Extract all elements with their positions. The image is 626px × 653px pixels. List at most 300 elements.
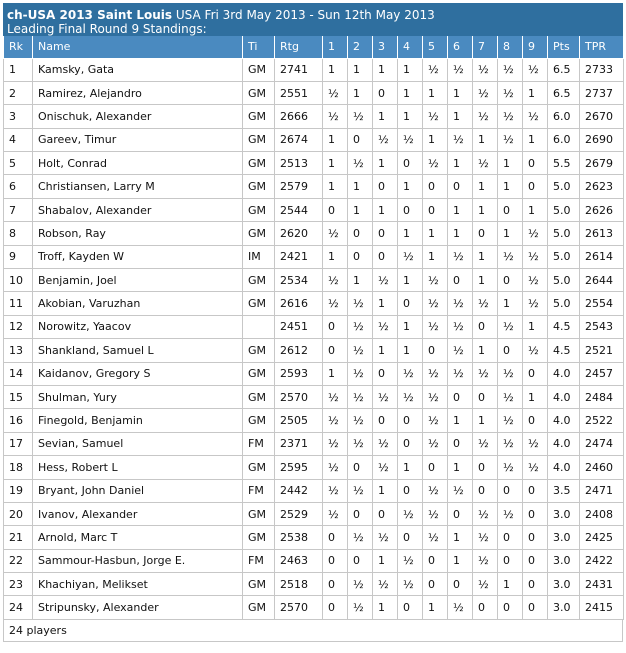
round-4-cell: ½	[398, 385, 423, 408]
rating-cell: 2595	[275, 456, 323, 479]
round-8-cell: ½	[498, 245, 523, 268]
round-4-cell: 0	[398, 409, 423, 432]
round-7-cell: 1	[473, 128, 498, 151]
round-5-cell: 0	[423, 198, 448, 221]
points-cell: 3.0	[548, 573, 580, 596]
round-4-cell: ½	[398, 128, 423, 151]
title-cell: GM	[243, 222, 275, 245]
round-6-cell: 1	[448, 409, 473, 432]
rating-cell: 2513	[275, 152, 323, 175]
round-8-cell: ½	[498, 105, 523, 128]
table-row	[4, 409, 624, 432]
round-4-cell: ½	[398, 502, 423, 525]
round-8-cell: ½	[498, 432, 523, 455]
points-cell: 5.0	[548, 222, 580, 245]
round-4-cell: ½	[398, 573, 423, 596]
round-3-cell: 0	[373, 502, 398, 525]
round-7-cell: ½	[473, 292, 498, 315]
round-6-cell: ½	[448, 245, 473, 268]
round-2-cell: ½	[348, 362, 373, 385]
round-1-cell: ½	[323, 269, 348, 292]
player-name-cell: Shabalov, Alexander	[33, 198, 243, 221]
round-7-cell: 1	[473, 339, 498, 362]
round-7-cell: ½	[473, 549, 498, 572]
table-row	[4, 573, 624, 596]
points-cell: 4.0	[548, 409, 580, 432]
round-1-cell: ½	[323, 105, 348, 128]
round-9-cell: 0	[523, 596, 548, 619]
round-3-cell: 0	[373, 222, 398, 245]
points-cell: 3.0	[548, 549, 580, 572]
col-round-7-header: 7	[473, 36, 498, 58]
title-cell: GM	[243, 128, 275, 151]
rank-cell: 19	[4, 479, 33, 502]
round-3-cell: 1	[373, 105, 398, 128]
rating-cell: 2371	[275, 432, 323, 455]
rank-cell: 3	[4, 105, 33, 128]
round-5-cell: ½	[423, 362, 448, 385]
rank-cell: 17	[4, 432, 33, 455]
title-cell: GM	[243, 526, 275, 549]
player-name-cell: Norowitz, Yaacov	[33, 315, 243, 338]
rating-cell: 2620	[275, 222, 323, 245]
round-7-cell: 0	[473, 315, 498, 338]
table-row	[4, 315, 624, 338]
rating-cell: 2451	[275, 315, 323, 338]
col-round-2-header: 2	[348, 36, 373, 58]
points-cell: 4.0	[548, 432, 580, 455]
rating-cell: 2570	[275, 385, 323, 408]
round-9-cell: ½	[523, 269, 548, 292]
round-9-cell: 1	[523, 315, 548, 338]
tpr-cell: 2670	[580, 105, 624, 128]
rank-cell: 20	[4, 502, 33, 525]
tpr-cell: 2484	[580, 385, 624, 408]
round-6-cell: 1	[448, 152, 473, 175]
tpr-cell: 2460	[580, 456, 624, 479]
round-5-cell: ½	[423, 269, 448, 292]
round-2-cell: ½	[348, 573, 373, 596]
col-round-6-header: 6	[448, 36, 473, 58]
round-8-cell: 0	[498, 596, 523, 619]
round-9-cell: ½	[523, 58, 548, 81]
round-9-cell: ½	[523, 456, 548, 479]
col-rank-header: Rk	[4, 36, 33, 58]
col-round-1-header: 1	[323, 36, 348, 58]
round-9-cell: 1	[523, 81, 548, 104]
player-name-cell: Arnold, Marc T	[33, 526, 243, 549]
rank-cell: 6	[4, 175, 33, 198]
round-5-cell: 1	[423, 128, 448, 151]
points-cell: 3.0	[548, 596, 580, 619]
round-2-cell: ½	[348, 152, 373, 175]
round-8-cell: 0	[498, 549, 523, 572]
title-cell: GM	[243, 456, 275, 479]
rank-cell: 23	[4, 573, 33, 596]
title-line	[7, 8, 619, 22]
round-2-cell: 1	[348, 81, 373, 104]
table-row	[4, 269, 624, 292]
round-8-cell: ½	[498, 502, 523, 525]
table-row	[4, 456, 624, 479]
round-8-cell: ½	[498, 128, 523, 151]
round-9-cell: 0	[523, 362, 548, 385]
round-5-cell: 0	[423, 456, 448, 479]
rank-cell: 7	[4, 198, 33, 221]
rank-cell: 9	[4, 245, 33, 268]
title-cell: IM	[243, 245, 275, 268]
round-3-cell: ½	[373, 315, 398, 338]
rating-cell: 2463	[275, 549, 323, 572]
round-4-cell: 0	[398, 152, 423, 175]
round-2-cell: 1	[348, 198, 373, 221]
player-name-cell: Hess, Robert L	[33, 456, 243, 479]
round-8-cell: ½	[498, 81, 523, 104]
table-row	[4, 105, 624, 128]
round-5-cell: ½	[423, 479, 448, 502]
player-name-cell: Finegold, Benjamin	[33, 409, 243, 432]
round-1-cell: 1	[323, 128, 348, 151]
round-9-cell: 0	[523, 573, 548, 596]
rank-cell: 5	[4, 152, 33, 175]
round-1-cell: ½	[323, 502, 348, 525]
title-cell: GM	[243, 385, 275, 408]
rating-cell: 2579	[275, 175, 323, 198]
round-2-cell: ½	[348, 526, 373, 549]
round-1-cell: 0	[323, 198, 348, 221]
round-9-cell: ½	[523, 292, 548, 315]
points-cell: 4.0	[548, 456, 580, 479]
round-9-cell: ½	[523, 222, 548, 245]
round-6-cell: 1	[448, 526, 473, 549]
player-name-cell: Benjamin, Joel	[33, 269, 243, 292]
col-rating-header: Rtg	[275, 36, 323, 58]
round-3-cell: 1	[373, 58, 398, 81]
table-row	[4, 596, 624, 619]
round-1-cell: 0	[323, 596, 348, 619]
round-8-cell: 0	[498, 198, 523, 221]
player-name-cell: Ivanov, Alexander	[33, 502, 243, 525]
tpr-cell: 2408	[580, 502, 624, 525]
col-title-header: Ti	[243, 36, 275, 58]
points-cell: 6.5	[548, 81, 580, 104]
rating-cell: 2518	[275, 573, 323, 596]
round-2-cell: ½	[348, 385, 373, 408]
round-8-cell: 0	[498, 339, 523, 362]
event-title: ch-USA 2013 Saint Louis	[7, 8, 173, 22]
round-8-cell: ½	[498, 362, 523, 385]
table-row	[4, 479, 624, 502]
rank-cell: 21	[4, 526, 33, 549]
round-9-cell: ½	[523, 339, 548, 362]
player-name-cell: Christiansen, Larry M	[33, 175, 243, 198]
player-name-cell: Khachiyan, Melikset	[33, 573, 243, 596]
round-4-cell: 1	[398, 456, 423, 479]
points-cell: 5.0	[548, 292, 580, 315]
title-cell: FM	[243, 549, 275, 572]
round-1-cell: ½	[323, 409, 348, 432]
round-8-cell: 1	[498, 222, 523, 245]
rank-cell: 14	[4, 362, 33, 385]
round-1-cell: ½	[323, 479, 348, 502]
player-name-cell: Shulman, Yury	[33, 385, 243, 408]
points-cell: 5.0	[548, 245, 580, 268]
round-1-cell: 1	[323, 152, 348, 175]
round-7-cell: 0	[473, 456, 498, 479]
round-1-cell: 1	[323, 245, 348, 268]
round-1-cell: 0	[323, 315, 348, 338]
rating-cell: 2674	[275, 128, 323, 151]
tpr-cell: 2690	[580, 128, 624, 151]
tpr-cell: 2623	[580, 175, 624, 198]
table-row	[4, 245, 624, 268]
col-tpr-header: TPR	[580, 36, 624, 58]
col-round-9-header: 9	[523, 36, 548, 58]
round-6-cell: 0	[448, 432, 473, 455]
title-cell: GM	[243, 198, 275, 221]
tpr-cell: 2644	[580, 269, 624, 292]
round-1-cell: ½	[323, 432, 348, 455]
round-3-cell: 1	[373, 339, 398, 362]
round-6-cell: ½	[448, 128, 473, 151]
table-row	[4, 81, 624, 104]
player-name-cell: Holt, Conrad	[33, 152, 243, 175]
round-6-cell: 0	[448, 385, 473, 408]
standings-body	[4, 58, 624, 619]
round-2-cell: 1	[348, 175, 373, 198]
round-2-cell: ½	[348, 409, 373, 432]
title-cell: GM	[243, 596, 275, 619]
table-row	[4, 58, 624, 81]
event-details: USA Fri 3rd May 2013 - Sun 12th May 2013	[172, 8, 435, 22]
round-5-cell: ½	[423, 432, 448, 455]
table-row	[4, 198, 624, 221]
round-3-cell: 1	[373, 292, 398, 315]
round-3-cell: ½	[373, 385, 398, 408]
round-4-cell: 0	[398, 432, 423, 455]
round-1-cell: 1	[323, 175, 348, 198]
round-7-cell: ½	[473, 526, 498, 549]
player-count: 24 players	[3, 620, 623, 642]
round-5-cell: 1	[423, 81, 448, 104]
round-6-cell: ½	[448, 479, 473, 502]
round-8-cell: 1	[498, 175, 523, 198]
round-8-cell: ½	[498, 385, 523, 408]
tpr-cell: 2422	[580, 549, 624, 572]
round-6-cell: 0	[448, 175, 473, 198]
rating-cell: 2612	[275, 339, 323, 362]
player-name-cell: Sevian, Samuel	[33, 432, 243, 455]
title-cell: GM	[243, 269, 275, 292]
tpr-cell: 2614	[580, 245, 624, 268]
rating-cell: 2529	[275, 502, 323, 525]
points-cell: 6.0	[548, 105, 580, 128]
rating-cell: 2551	[275, 81, 323, 104]
tpr-cell: 2521	[580, 339, 624, 362]
round-7-cell: 1	[473, 409, 498, 432]
round-8-cell: ½	[498, 409, 523, 432]
round-4-cell: 1	[398, 222, 423, 245]
round-8-cell: 1	[498, 573, 523, 596]
title-cell: GM	[243, 105, 275, 128]
round-1-cell: 1	[323, 362, 348, 385]
tpr-cell: 2471	[580, 479, 624, 502]
round-8-cell: ½	[498, 58, 523, 81]
round-9-cell: 1	[523, 128, 548, 151]
round-5-cell: 0	[423, 175, 448, 198]
round-3-cell: 1	[373, 549, 398, 572]
round-8-cell: 1	[498, 292, 523, 315]
tpr-cell: 2543	[580, 315, 624, 338]
round-8-cell: ½	[498, 456, 523, 479]
player-name-cell: Troff, Kayden W	[33, 245, 243, 268]
round-9-cell: 1	[523, 385, 548, 408]
player-name-cell: Robson, Ray	[33, 222, 243, 245]
rating-cell: 2544	[275, 198, 323, 221]
round-3-cell: ½	[373, 573, 398, 596]
round-4-cell: ½	[398, 245, 423, 268]
round-9-cell: 0	[523, 409, 548, 432]
round-8-cell: ½	[498, 315, 523, 338]
table-row	[4, 292, 624, 315]
round-4-cell: 1	[398, 339, 423, 362]
round-7-cell: ½	[473, 105, 498, 128]
round-6-cell: ½	[448, 362, 473, 385]
round-2-cell: ½	[348, 292, 373, 315]
tpr-cell: 2737	[580, 81, 624, 104]
rank-cell: 11	[4, 292, 33, 315]
title-cell: GM	[243, 362, 275, 385]
round-2-cell: 0	[348, 245, 373, 268]
round-6-cell: 0	[448, 573, 473, 596]
round-9-cell: 0	[523, 549, 548, 572]
title-cell: GM	[243, 152, 275, 175]
round-2-cell: ½	[348, 315, 373, 338]
round-4-cell: 1	[398, 269, 423, 292]
points-cell: 3.0	[548, 526, 580, 549]
rating-cell: 2442	[275, 479, 323, 502]
round-4-cell: ½	[398, 362, 423, 385]
player-name-cell: Gareev, Timur	[33, 128, 243, 151]
title-cell	[243, 315, 275, 338]
tpr-cell: 2415	[580, 596, 624, 619]
rating-cell: 2505	[275, 409, 323, 432]
points-cell: 3.0	[548, 502, 580, 525]
round-9-cell: 0	[523, 502, 548, 525]
title-cell: GM	[243, 81, 275, 104]
table-row	[4, 339, 624, 362]
round-6-cell: ½	[448, 339, 473, 362]
round-6-cell: 1	[448, 105, 473, 128]
round-2-cell: 1	[348, 269, 373, 292]
title-cell: GM	[243, 175, 275, 198]
standings-panel	[3, 3, 623, 642]
points-cell: 4.0	[548, 362, 580, 385]
title-cell: GM	[243, 502, 275, 525]
round-3-cell: 0	[373, 245, 398, 268]
tpr-cell: 2431	[580, 573, 624, 596]
round-1-cell: 0	[323, 339, 348, 362]
tpr-cell: 2474	[580, 432, 624, 455]
round-3-cell: 1	[373, 152, 398, 175]
round-5-cell: 1	[423, 222, 448, 245]
round-5-cell: ½	[423, 105, 448, 128]
rating-cell: 2534	[275, 269, 323, 292]
title-cell: FM	[243, 432, 275, 455]
player-name-cell: Stripunsky, Alexander	[33, 596, 243, 619]
round-7-cell: 1	[473, 269, 498, 292]
round-2-cell: ½	[348, 596, 373, 619]
round-9-cell: 0	[523, 152, 548, 175]
round-2-cell: ½	[348, 105, 373, 128]
title-cell: GM	[243, 409, 275, 432]
round-5-cell: 1	[423, 245, 448, 268]
title-cell: GM	[243, 58, 275, 81]
round-8-cell: 1	[498, 152, 523, 175]
round-6-cell: 1	[448, 549, 473, 572]
round-2-cell: 0	[348, 222, 373, 245]
tpr-cell: 2733	[580, 58, 624, 81]
round-9-cell: ½	[523, 432, 548, 455]
round-4-cell: 0	[398, 526, 423, 549]
player-name-cell: Akobian, Varuzhan	[33, 292, 243, 315]
round-9-cell: 0	[523, 175, 548, 198]
title-cell: FM	[243, 479, 275, 502]
player-name-cell: Onischuk, Alexander	[33, 105, 243, 128]
tpr-cell: 2554	[580, 292, 624, 315]
rank-cell: 22	[4, 549, 33, 572]
rating-cell: 2666	[275, 105, 323, 128]
round-4-cell: 0	[398, 479, 423, 502]
round-5-cell: ½	[423, 152, 448, 175]
tpr-cell: 2679	[580, 152, 624, 175]
round-3-cell: 1	[373, 479, 398, 502]
points-cell: 5.5	[548, 152, 580, 175]
round-6-cell: ½	[448, 58, 473, 81]
round-1-cell: 0	[323, 549, 348, 572]
round-3-cell: ½	[373, 128, 398, 151]
round-3-cell: 1	[373, 198, 398, 221]
table-row	[4, 222, 624, 245]
table-row	[4, 502, 624, 525]
table-row	[4, 128, 624, 151]
table-row	[4, 385, 624, 408]
round-3-cell: 1	[373, 596, 398, 619]
tpr-cell: 2613	[580, 222, 624, 245]
player-name-cell: Kamsky, Gata	[33, 58, 243, 81]
title-cell: GM	[243, 339, 275, 362]
round-7-cell: 0	[473, 479, 498, 502]
rating-cell: 2741	[275, 58, 323, 81]
round-5-cell: ½	[423, 409, 448, 432]
round-3-cell: ½	[373, 526, 398, 549]
round-9-cell: 1	[523, 198, 548, 221]
round-7-cell: 1	[473, 198, 498, 221]
tpr-cell: 2457	[580, 362, 624, 385]
round-7-cell: 0	[473, 222, 498, 245]
standings-subtitle: Leading Final Round 9 Standings:	[7, 22, 207, 36]
round-6-cell: 1	[448, 222, 473, 245]
round-5-cell: 1	[423, 596, 448, 619]
round-8-cell: 0	[498, 269, 523, 292]
round-7-cell: ½	[473, 362, 498, 385]
round-7-cell: 1	[473, 245, 498, 268]
round-1-cell: ½	[323, 385, 348, 408]
col-round-3-header: 3	[373, 36, 398, 58]
round-4-cell: 1	[398, 105, 423, 128]
round-1-cell: ½	[323, 292, 348, 315]
rank-cell: 15	[4, 385, 33, 408]
